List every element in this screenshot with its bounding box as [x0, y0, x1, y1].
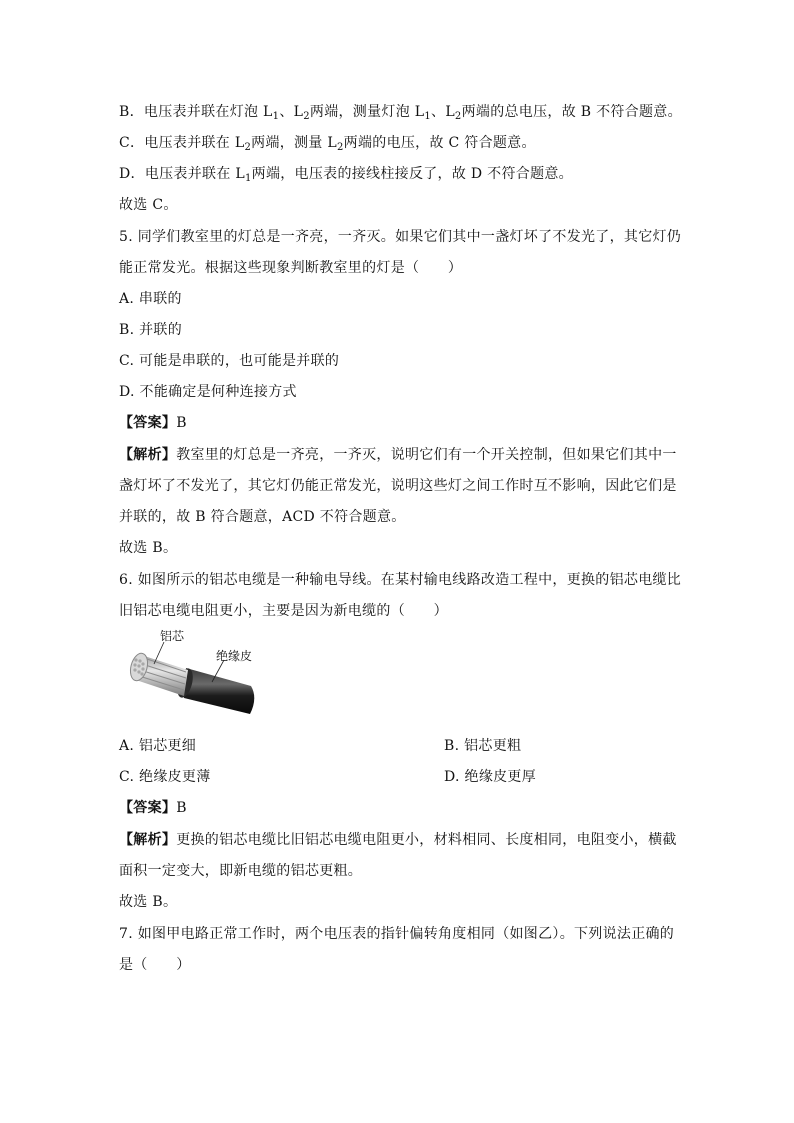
label-insulation: 绝缘皮 — [216, 649, 253, 663]
option-d-analysis: D．电压表并联在 $L_1$两端，电压表的接线柱接反了，故 D 不符合题意。 — [119, 166, 573, 184]
q6-option-a: A. 铝芯更细 — [119, 738, 197, 754]
q6-explanation: 【解析】更换的铝芯电缆比旧铝芯电缆电阻更小，材料相同、长度相同，电阻变小，横截 — [119, 832, 677, 848]
question-7-stem: 7. 如图甲电路正常工作时，两个电压表的指针偏转角度相同（如图乙）。下列说法正确的 — [119, 926, 675, 942]
q6-option-c: C. 绝缘皮更薄 — [119, 769, 211, 785]
q5-answer: 【答案】B — [119, 415, 187, 431]
question-6-stem-cont: 旧铝芯电缆电阻更小，主要是因为新电缆的（ ） — [119, 603, 448, 619]
question-6-stem: 6. 如图所示的铝芯电缆是一种输电导线。在某村输电线路改造工程中，更换的铝芯电缆比 — [119, 572, 682, 588]
label-aluminum-core: 铝芯 — [160, 629, 185, 643]
question-5-stem-cont: 能正常发光。根据这些现象判断教室里的灯是（ ） — [119, 260, 463, 276]
q6-option-b: B. 铝芯更粗 — [444, 738, 522, 754]
q6-option-d: D. 绝缘皮更厚 — [444, 769, 537, 785]
q6-answer: 【答案】B — [119, 800, 187, 816]
prev-answer-select: 故选 C。 — [119, 197, 178, 213]
cable-illustration — [126, 630, 266, 722]
q5-explanation-cont-1: 盏灯坏了不发光了，其它灯仍能正常发光，说明这些灯之间工作时互不影响，因此它们是 — [119, 478, 677, 494]
question-5-stem: 5. 同学们教室里的灯总是一齐亮，一齐灭。如果它们其中一盏灯坏了不发光了，其它灯仍 — [119, 229, 682, 245]
q5-option-a: A. 串联的 — [119, 291, 182, 307]
q5-option-b: B. 并联的 — [119, 322, 182, 338]
cable-figure — [126, 630, 266, 722]
insulation-jacket — [184, 668, 254, 714]
q5-explanation-cont-2: 并联的，故 B 符合题意，ACD 不符合题意。 — [119, 509, 406, 525]
q5-explanation: 【解析】教室里的灯总是一齐亮，一齐灭，说明它们有一个开关控制，但如果它们其中一 — [119, 447, 677, 463]
option-c-analysis: C．电压表并联在 $L_2$两端，测量 $L_2$两端的电压，故 C 符合题意。 — [119, 135, 536, 153]
question-7-stem-cont: 是（ ） — [119, 957, 191, 973]
option-b-analysis: B．电压表并联在灯泡 $L_1$、$L_2$两端，测量灯泡 $L_1$、$L_2$两端的总电压，故 B 不符合题意。 — [119, 104, 682, 122]
q5-option-c: C. 可能是串联的，也可能是并联的 — [119, 353, 340, 369]
core-leader-line — [154, 642, 164, 664]
q5-option-d: D. 不能确定是何种连接方式 — [119, 384, 297, 400]
q5-select: 故选 B。 — [119, 540, 178, 556]
q6-explanation-cont: 面积一定变大，即新电缆的铝芯更粗。 — [119, 863, 363, 879]
q6-select: 故选 B。 — [119, 894, 178, 910]
